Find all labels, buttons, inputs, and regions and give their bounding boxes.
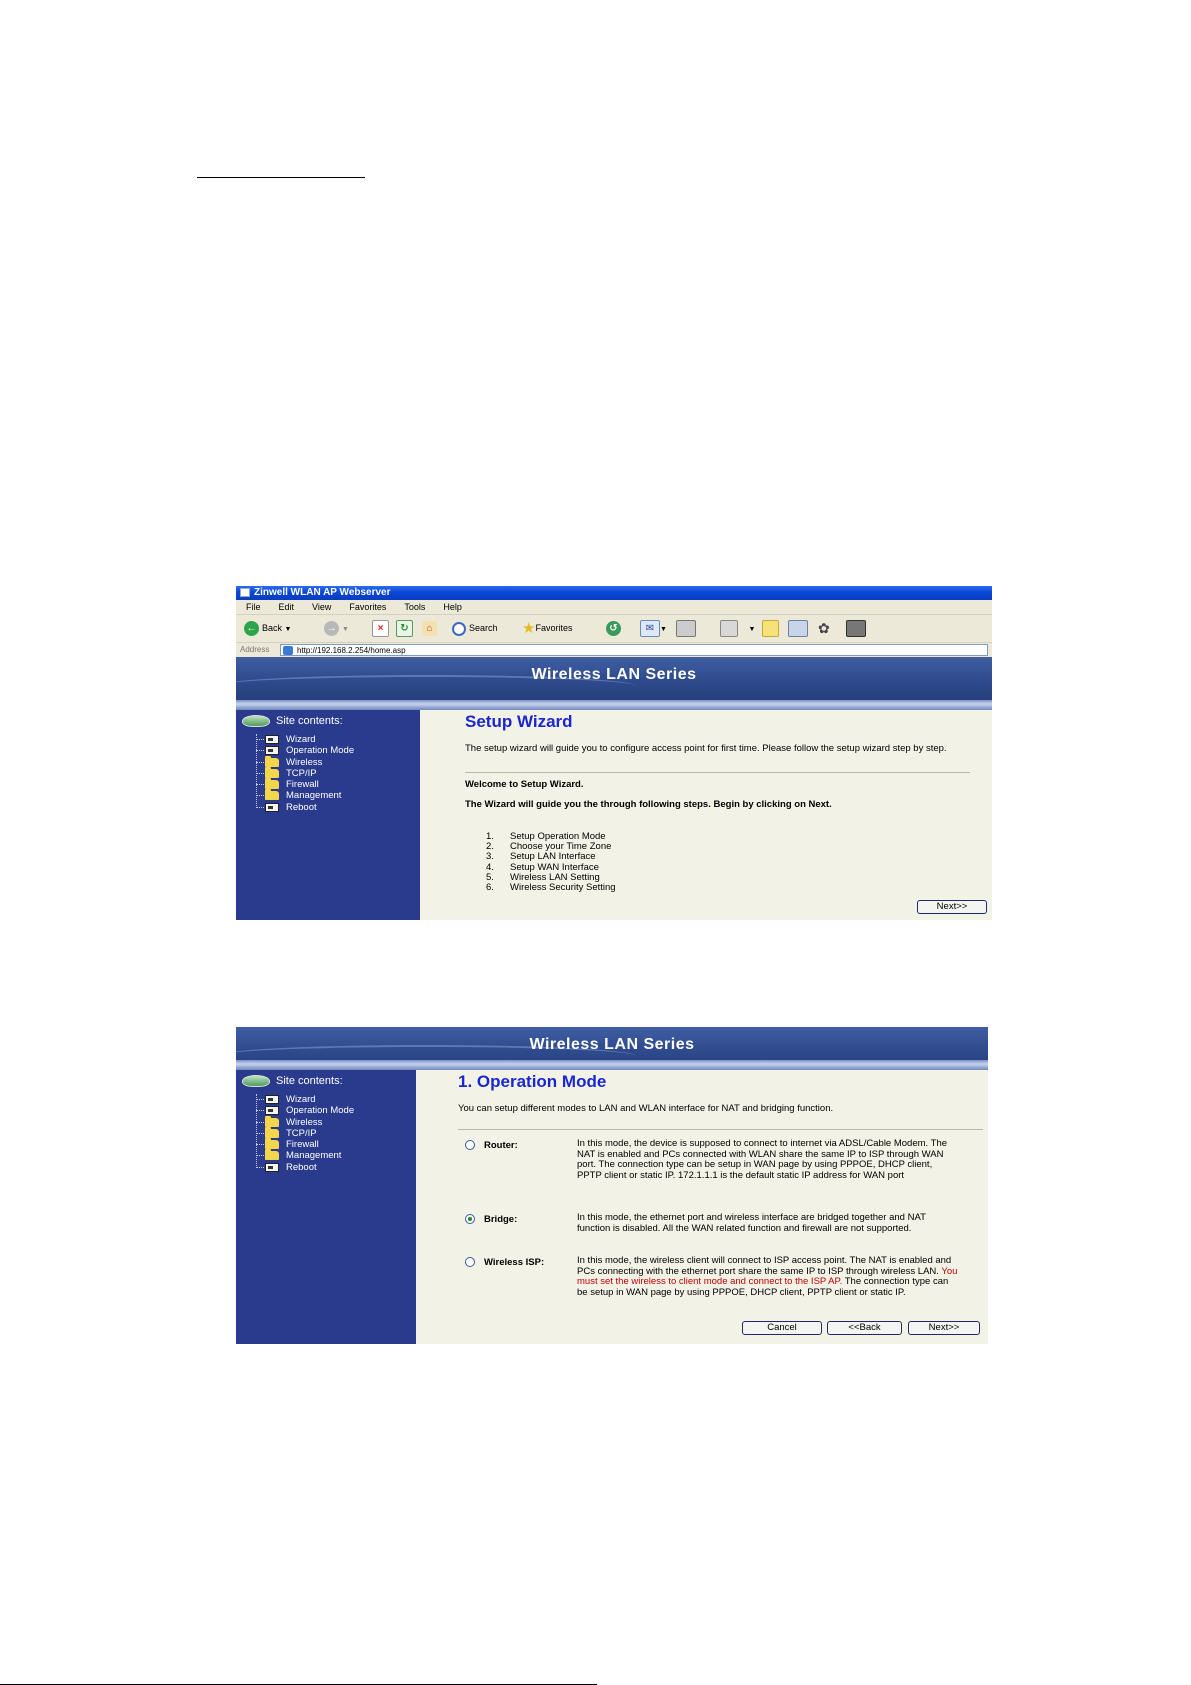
step-item: 5. Wireless LAN Setting xyxy=(486,871,600,883)
folder-icon xyxy=(265,769,279,778)
page-banner xyxy=(236,657,992,700)
back-dropdown-icon[interactable]: ▼ xyxy=(284,626,292,633)
menu-bar xyxy=(236,600,992,615)
divider xyxy=(465,772,970,773)
sidebar-item-reboot[interactable]: Reboot xyxy=(256,1162,354,1173)
search-label: Search xyxy=(469,623,498,633)
bridge-description: In this mode, the ethernet port and wireless interface are bridged together and NAT function is disabled. All the WAN related function and firewall are not supported. xyxy=(577,1212,926,1234)
banner-stripe xyxy=(236,700,992,710)
paw-button[interactable] xyxy=(818,620,830,637)
forward-button[interactable] xyxy=(324,620,349,637)
address-label: Address xyxy=(240,645,270,654)
page-icon xyxy=(265,735,279,744)
steps-list xyxy=(486,832,616,893)
sidebar-item-operation-mode[interactable]: Operation Mode xyxy=(256,1105,354,1116)
network-globe-icon xyxy=(242,1075,270,1087)
back-button[interactable]: <<Back xyxy=(827,1321,902,1335)
router-label: Router: xyxy=(484,1140,518,1151)
sidebar-item-operation-mode[interactable]: Operation Mode xyxy=(256,745,354,756)
search-icon xyxy=(452,622,466,636)
history-button[interactable] xyxy=(606,620,624,637)
folder-icon xyxy=(265,780,279,789)
step-item: 3. Setup LAN Interface xyxy=(486,851,596,863)
print-icon xyxy=(676,620,696,637)
banner-title: Wireless LAN Series xyxy=(529,1036,695,1053)
wireless-isp-label: Wireless ISP: xyxy=(484,1257,545,1268)
sidebar-item-wizard[interactable]: Wizard xyxy=(256,1094,354,1105)
page-title: Setup Wizard xyxy=(465,712,573,731)
mail-button[interactable] xyxy=(640,620,667,637)
forward-arrow-icon: → xyxy=(324,621,339,636)
media-icon xyxy=(846,620,866,637)
folder-icon xyxy=(265,1151,279,1160)
router-radio[interactable] xyxy=(465,1140,475,1150)
divider xyxy=(458,1129,983,1130)
address-input[interactable] xyxy=(280,644,988,656)
bridge-radio[interactable] xyxy=(465,1214,475,1224)
menu-tools[interactable]: Tools xyxy=(404,602,426,612)
back-arrow-icon: ← xyxy=(244,621,259,636)
sidebar-heading: Site contents: xyxy=(242,715,343,727)
menu-file[interactable]: File xyxy=(246,602,261,612)
bridge-label: Bridge: xyxy=(484,1214,518,1225)
folder-icon xyxy=(265,1140,279,1149)
refresh-button[interactable] xyxy=(396,620,413,637)
step-item: 2. Choose your Time Zone xyxy=(486,841,612,853)
intro-text: The setup wizard will guide you to configure access point for first time. Please follow the setup wizard step by step. xyxy=(465,743,947,754)
sidebar-heading: Site contents: xyxy=(242,1075,343,1087)
page-title: 1. Operation Mode xyxy=(458,1072,607,1091)
page-icon xyxy=(265,746,279,755)
sidebar-item-management[interactable]: Management xyxy=(256,1150,354,1161)
edit-icon xyxy=(720,620,738,637)
home-button[interactable] xyxy=(422,620,437,637)
forward-dropdown-icon: ▼ xyxy=(342,626,349,633)
messenger-button[interactable] xyxy=(762,620,779,637)
window-titlebar xyxy=(236,586,992,600)
welcome-text: Welcome to Setup Wizard. xyxy=(465,779,584,790)
favorites-star-icon: ★ xyxy=(522,620,536,638)
folder-icon xyxy=(265,1129,279,1138)
browser-window-icon xyxy=(240,588,250,597)
menu-edit[interactable]: Edit xyxy=(278,602,295,612)
site-tree xyxy=(256,1094,354,1173)
sidebar-item-wireless[interactable]: Wireless xyxy=(256,1117,354,1128)
sidebar-item-firewall[interactable]: Firewall xyxy=(256,779,354,790)
paw-icon: ✿ xyxy=(818,620,830,637)
menu-favorites[interactable]: Favorites xyxy=(349,602,387,612)
print-button[interactable] xyxy=(676,620,696,637)
wireless-isp-radio[interactable] xyxy=(465,1257,475,1267)
guide-text: The Wizard will guide you the through following steps. Begin by clicking on Next. xyxy=(465,799,832,810)
folder-icon xyxy=(265,1118,279,1127)
next-button[interactable]: Next>> xyxy=(908,1321,980,1335)
cancel-button[interactable]: Cancel xyxy=(742,1321,822,1335)
sidebar xyxy=(236,710,420,920)
menu-help[interactable]: Help xyxy=(443,602,462,612)
step-item: 4. Setup WAN Interface xyxy=(486,861,599,873)
back-button[interactable] xyxy=(244,620,291,637)
address-url: http://192.168.2.254/home.asp xyxy=(297,646,406,655)
edit-button[interactable] xyxy=(720,620,755,637)
window-title: Zinwell WLAN AP Webserver xyxy=(254,587,391,598)
favorites-button[interactable] xyxy=(522,620,572,637)
favorites-label: Favorites xyxy=(535,623,573,633)
site-tree xyxy=(256,734,354,813)
next-button[interactable]: Next>> xyxy=(917,900,987,914)
intro-text: You can setup different modes to LAN and WLAN interface for NAT and bridging function. xyxy=(458,1103,834,1114)
sidebar-item-tcpip[interactable]: TCP/IP xyxy=(256,1128,354,1139)
folder-icon xyxy=(265,791,279,800)
research-icon xyxy=(788,620,808,637)
stop-button[interactable] xyxy=(372,620,389,637)
operation-mode-screenshot xyxy=(236,1027,988,1344)
history-icon: ↺ xyxy=(606,621,621,636)
menu-view[interactable]: View xyxy=(312,602,332,612)
page-icon xyxy=(265,1095,279,1104)
folder-icon xyxy=(265,758,279,767)
page-icon xyxy=(265,1163,279,1172)
browser-window-screenshot xyxy=(236,586,992,920)
step-item: 1. Setup Operation Mode xyxy=(486,831,606,842)
page-icon xyxy=(283,646,293,655)
sidebar xyxy=(236,1070,416,1344)
media-button[interactable] xyxy=(846,620,866,637)
wireless-isp-description: In this mode, the wireless client will connect to ISP access point. The NAT is enabled and PCs connecting with the ethernet port share the same IP to ISP through wireless LAN. You must set the wireless to client mode and connect to the ISP AP. The connection type can be setup in WAN page by using PPPOE, DHCP client, PPTP client or static IP. xyxy=(577,1255,958,1298)
mail-dropdown-icon[interactable]: ▼ xyxy=(660,626,667,633)
refresh-icon: ↻ xyxy=(396,620,413,637)
step-item: 6. Wireless Security Setting xyxy=(486,881,616,893)
mail-icon: ✉ xyxy=(640,620,660,637)
sidebar-item-management[interactable]: Management xyxy=(256,790,354,801)
sidebar-item-wizard[interactable]: Wizard xyxy=(256,734,354,745)
sidebar-item-firewall[interactable]: Firewall xyxy=(256,1139,354,1150)
banner-stripe xyxy=(236,1060,988,1070)
sidebar-item-wireless[interactable]: Wireless xyxy=(256,757,354,768)
research-button[interactable] xyxy=(788,620,808,637)
wireless-isp-warning: You must set the wireless to client mode and connect to the ISP AP. xyxy=(577,1265,958,1288)
network-globe-icon xyxy=(242,715,270,727)
stop-icon: × xyxy=(372,620,389,637)
sidebar-item-reboot[interactable]: Reboot xyxy=(256,802,354,813)
back-label: Back xyxy=(262,623,283,633)
main-content xyxy=(416,1070,988,1344)
sidebar-item-tcpip[interactable]: TCP/IP xyxy=(256,768,354,779)
router-description: In this mode, the device is supposed to connect to internet via ADSL/Cable Modem. The NAT is enabled and PCs connected with WLAN share the same IP to ISP through WAN port. The connection type can be setup in WAN page by using PPPOE, DHCP client, PPTP client or static IP. 172.1.1.1 is the default static IP address for WAN port xyxy=(577,1138,948,1181)
banner-title: Wireless LAN Series xyxy=(531,666,697,683)
note-icon xyxy=(762,620,779,637)
address-bar xyxy=(236,643,992,657)
edit-dropdown-icon[interactable]: ▼ xyxy=(748,626,756,633)
search-button[interactable] xyxy=(452,620,498,637)
browser-toolbar xyxy=(236,615,992,643)
home-icon: ⌂ xyxy=(422,621,437,636)
main-content xyxy=(420,710,992,920)
page-icon xyxy=(265,1106,279,1115)
page-icon xyxy=(265,803,279,812)
top-rule xyxy=(197,177,365,178)
